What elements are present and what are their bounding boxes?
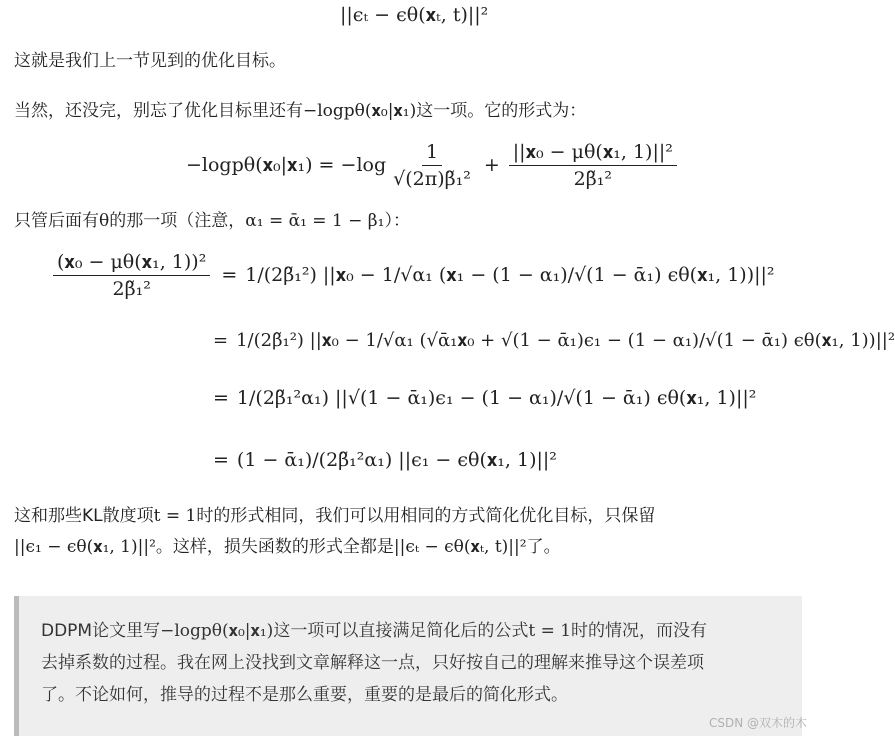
derivation-row-1 (50, 244, 775, 306)
line3-text-after: ）： (384, 211, 410, 231)
line3-math-alpha: α₁ = ᾱ₁ = 1 − β₁ (245, 211, 385, 231)
derivation-lhs-fraction (53, 251, 210, 300)
quote-l1-before: DDPM论文里写 (41, 621, 161, 641)
paragraph-line-2 (14, 96, 586, 126)
quote-line-1 (41, 616, 707, 646)
line2-math: −logpθ(𝐱₀|𝐱₁) (303, 101, 417, 121)
derivation-lhs-numerator: (𝐱₀ − μθ(𝐱₁, 1))² (53, 251, 210, 276)
line3-text-middle: 的那一项（注意， (109, 211, 246, 231)
line4-text-before: 这和那些KL散度项 (14, 506, 154, 526)
line2-text-after: 这一项。它的形式为： (416, 101, 587, 121)
derivation-step-4: (1 − ᾱ₁)/(2β̃₁²α₁) ||ϵ₁ − ϵθ(𝐱₁, 1)||² (236, 449, 557, 471)
line3-text-before: 只管后面有 (14, 211, 99, 231)
derivation-row-3 (205, 372, 756, 424)
equation-loss-top: ||ϵₜ − ϵθ(𝐱ₜ, t)||² (340, 4, 489, 26)
equation-logp-frac1 (389, 141, 475, 190)
derivation-lhs-denominator: 2β̃₁² (112, 277, 151, 300)
equation-logp-frac2 (509, 141, 677, 190)
paragraph-line-1: 这就是我们上一节见到的优化目标。 (14, 51, 286, 71)
frac1-denominator: √(2π)β̃₁² (393, 167, 471, 190)
quote-l1-math2: t = 1 (528, 621, 572, 641)
frac1-numerator: 1 (422, 141, 442, 166)
equals-sign: = (221, 264, 238, 286)
equals-sign: = (213, 449, 229, 471)
line4-text-after: 时的形式相同，我们可以用相同的方式简化优化目标，只保留 (196, 506, 656, 526)
derivation-step-1: 1/(2β̃₁²) ||𝐱₀ − 1/√α₁ (𝐱₁ − (1 − α₁)/√(1 − ᾱ₁) ϵθ(𝐱₁, 1))||² (245, 264, 775, 286)
line3-math-theta: θ (99, 211, 110, 231)
quote-l1-math1: −logpθ(𝐱₀|𝐱₁) (160, 621, 274, 641)
frac2-denominator: 2β̃₁² (573, 167, 612, 190)
paragraph-line-4 (14, 501, 655, 531)
derivation-step-3: 1/(2β̃₁²α₁) ||√(1 − ᾱ₁)ϵ₁ − (1 − α₁)/√(1 − ᾱ₁) ϵθ(𝐱₁, 1)||² (236, 387, 757, 409)
quote-line-2: 去掉系数的过程。我在网上没找到文章解释这一点，只好按自己的理解来推导这个误差项 (41, 653, 704, 673)
derivation-step-2: 1/(2β̃₁²) ||𝐱₀ − 1/√α₁ (√ᾱ₁𝐱₀ + √(1 − ᾱ₁)ϵ₁ − (1 − α₁)/√(1 − ᾱ₁) ϵθ(𝐱₁, 1))||² (236, 329, 895, 351)
csdn-watermark: CSDN @双木的木 (708, 716, 807, 730)
derivation-row-2 (205, 312, 895, 368)
quote-l1-middle: 这一项可以直接满足简化后的公式 (273, 621, 529, 641)
line5-text-after: 了。 (526, 537, 561, 557)
equation-logp-plus: + (483, 154, 500, 176)
quote-line-3: 了。不论如何，推导的过程不是那么重要，重要的是最后的简化形式。 (41, 685, 568, 705)
equation-logp (186, 132, 680, 198)
equation-logp-lhs: −logpθ(𝐱₀|𝐱₁) = −log (186, 154, 387, 176)
line5-text-middle: 。这样，损失函数的形式全都是 (155, 537, 394, 557)
line5-math-1: ||ϵ₁ − ϵθ(𝐱₁, 1)||² (14, 537, 156, 557)
equals-sign: = (213, 329, 229, 351)
blockquote-note (14, 596, 802, 736)
line2-text-before: 当然，还没完，别忘了优化目标里还有 (14, 101, 303, 121)
line4-math: t = 1 (153, 506, 197, 526)
paragraph-line-3 (14, 206, 410, 236)
frac2-numerator: ||𝐱₀ − μθ(𝐱₁, 1)||² (509, 141, 677, 166)
line5-math-2: ||ϵₜ − ϵθ(𝐱ₜ, t)||² (393, 537, 527, 557)
quote-l1-after: 时的情况，而没有 (571, 621, 708, 641)
derivation-row-4 (205, 432, 557, 488)
equals-sign: = (213, 387, 229, 409)
paragraph-line-5 (14, 532, 561, 562)
